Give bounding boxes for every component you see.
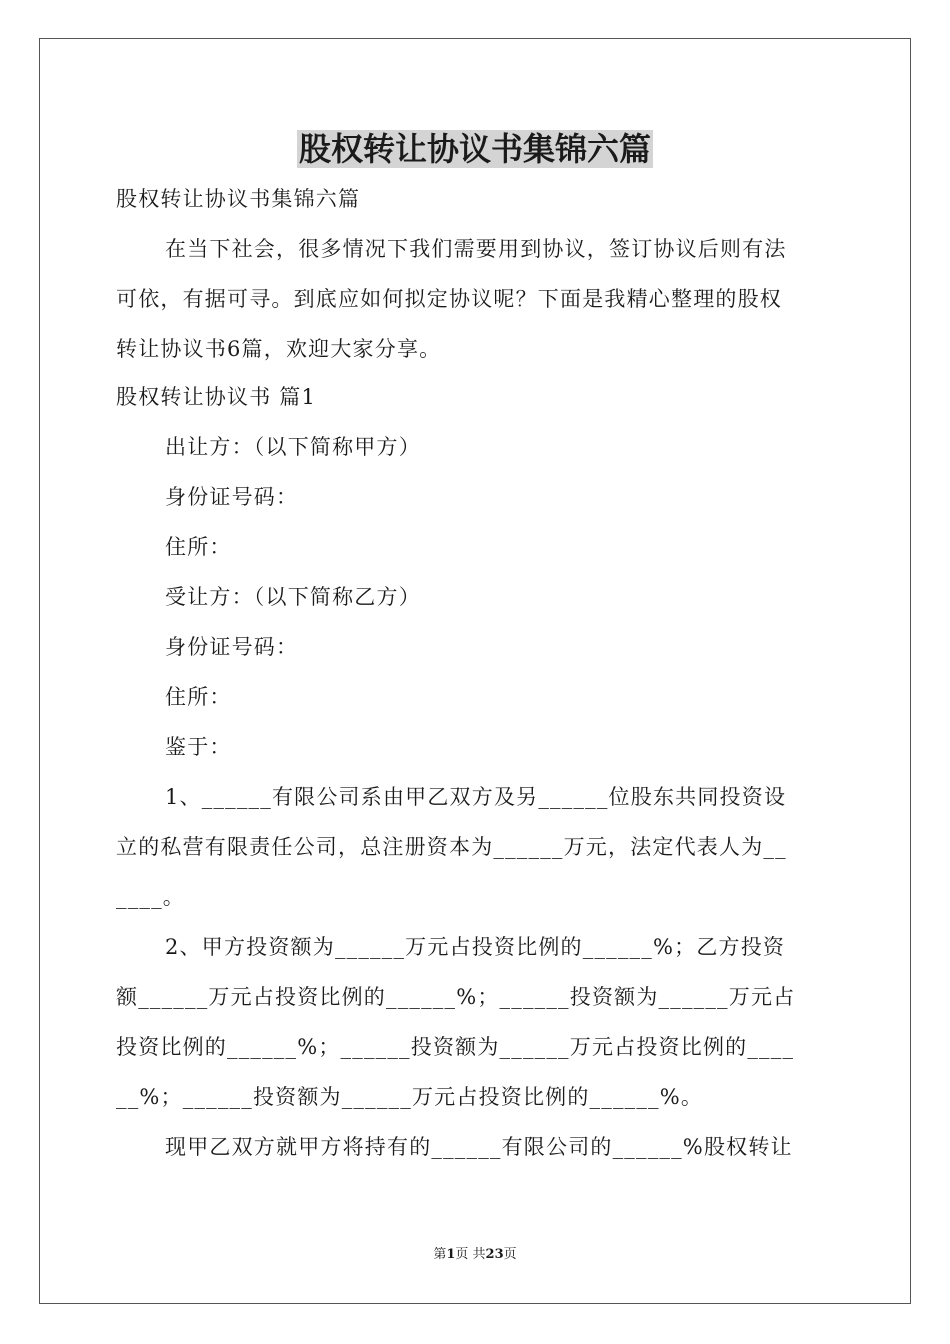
page-total: 23: [485, 1247, 504, 1262]
page-frame: [39, 38, 911, 1304]
clause-line: 2、甲方投资额为______万元占投资比例的______%；乙方投资: [165, 935, 786, 959]
clause-line: __%；______投资额为______万元占投资比例的______%。: [116, 1085, 704, 1109]
field-transferor: 出让方：（以下简称甲方）: [165, 435, 421, 459]
page-number: 1: [446, 1247, 456, 1262]
field-address: 住所：: [165, 685, 232, 709]
clause-line: 立的私营有限责任公司，总注册资本为______万元，法定代表人为__: [116, 835, 787, 859]
page-footer: 第1页 共23页: [433, 1247, 517, 1262]
subtitle-line: 股权转让协议书集锦六篇: [116, 187, 361, 211]
clause-line: 1、______有限公司系由甲乙双方及另______位股东共同投资设: [165, 785, 787, 809]
paragraph-line: 转让协议书6篇，欢迎大家分享。: [116, 337, 442, 361]
section-heading: 股权转让协议书 篇1: [116, 385, 317, 409]
clause-line: 额______万元占投资比例的______%；______投资额为______万元占: [116, 985, 796, 1009]
document-title: 股权转让协议书集锦六篇: [298, 130, 651, 168]
field-id-number: 身份证号码：: [165, 485, 299, 509]
field-transferee: 受让方：（以下简称乙方）: [165, 585, 421, 609]
paragraph-line: 在当下社会，很多情况下我们需要用到协议，签订协议后则有法: [165, 237, 787, 261]
field-id-number: 身份证号码：: [165, 635, 299, 659]
whereas-label: 鉴于：: [165, 735, 232, 759]
clause-line: 投资比例的______%；______投资额为______万元占投资比例的____: [116, 1035, 795, 1059]
paragraph-line: 现甲乙双方就甲方将持有的______有限公司的______%股权转让: [165, 1135, 793, 1159]
paragraph-line: 可依，有据可寻。到底应如何拟定协议呢？下面是我精心整理的股权: [116, 287, 782, 311]
clause-line: ____。: [116, 885, 185, 909]
field-address: 住所：: [165, 535, 232, 559]
